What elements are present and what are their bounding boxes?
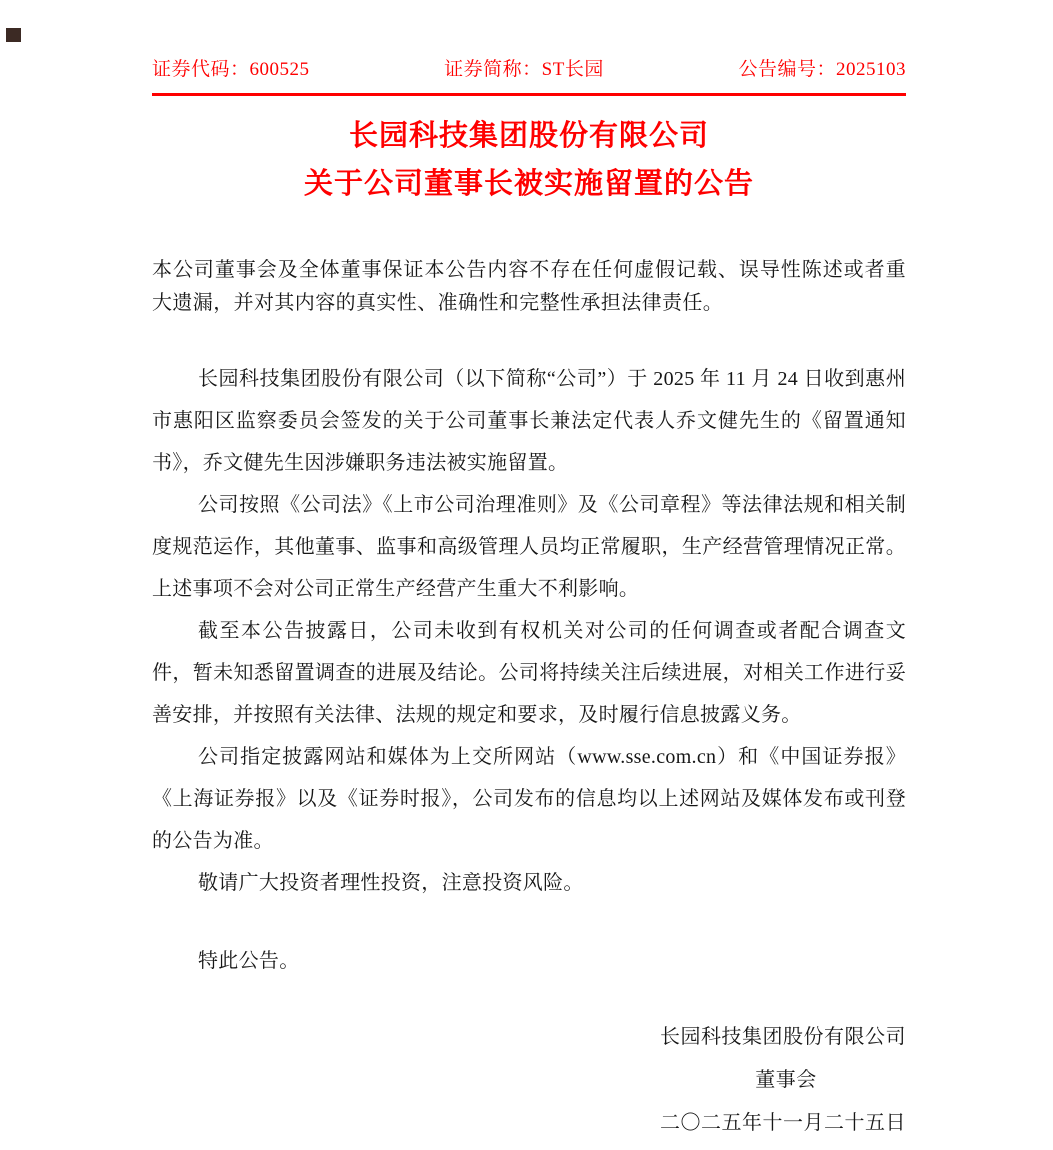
- title-subject: 关于公司董事长被实施留置的公告: [303, 168, 754, 200]
- announcement-number: 公告编号：2025103: [738, 59, 906, 80]
- document-title: [152, 112, 906, 208]
- title-company-name: 长园科技集团股份有限公司: [348, 120, 709, 152]
- header-divider: [152, 93, 906, 96]
- securities-header: [152, 54, 906, 81]
- signature-date: 二〇二五年十一月二十五日: [660, 1112, 906, 1134]
- signature-board: 董事会: [755, 1069, 817, 1091]
- paragraph-investor-notice: 敬请广大投资者理性投资，注意投资风险。: [198, 872, 584, 894]
- signature-company: 长园科技集团股份有限公司: [660, 1026, 906, 1048]
- paragraph-operations-normal: 公司按照《公司法》《上市公司治理准则》及《公司章程》等法律法规和相关制度规范运作，其他董事、监事和高级管理人员均正常履职，生产经营管理情况正常。上述事项不会对公司正常生产经营产生重大不利影响。: [152, 494, 906, 600]
- stock-code: 证券代码：600525: [152, 59, 310, 80]
- board-statement: 本公司董事会及全体董事保证本公告内容不存在任何虚假记载、误导性陈述或者重大遗漏，并对其内容的真实性、准确性和完整性承担法律责任。: [152, 259, 906, 314]
- stock-short-name: 证券简称：ST长园: [444, 59, 604, 80]
- paragraph-closing: 特此公告。: [198, 950, 300, 972]
- paragraph-investigation-status: 截至本公告披露日，公司未收到有权机关对公司的任何调查或者配合调查文件，暂未知悉留置调查的进展及结论。公司将持续关注后续进展，对相关工作进行妥善安排，并按照有关法律、法规的规定和要求，及时履行信息披露义务。: [152, 620, 906, 726]
- paragraph-detention-notice: 长园科技集团股份有限公司（以下简称“公司”）于 2025 年 11 月 24 日收到惠州市惠阳区监察委员会签发的关于公司董事长兼法定代表人乔文健先生的《留置通知书》，乔文健先生因涉嫌职务违法被实施留置。: [152, 368, 906, 474]
- signature-block: [152, 1016, 906, 1145]
- paragraph-disclosure-media: 公司指定披露网站和媒体为上交所网站（www.sse.com.cn）和《中国证券报》《上海证券报》以及《证券时报》，公司发布的信息均以上述网站及媒体发布或刊登的公告为准。: [152, 746, 906, 852]
- corner-mark: [6, 28, 21, 42]
- document-content: [152, 0, 906, 1145]
